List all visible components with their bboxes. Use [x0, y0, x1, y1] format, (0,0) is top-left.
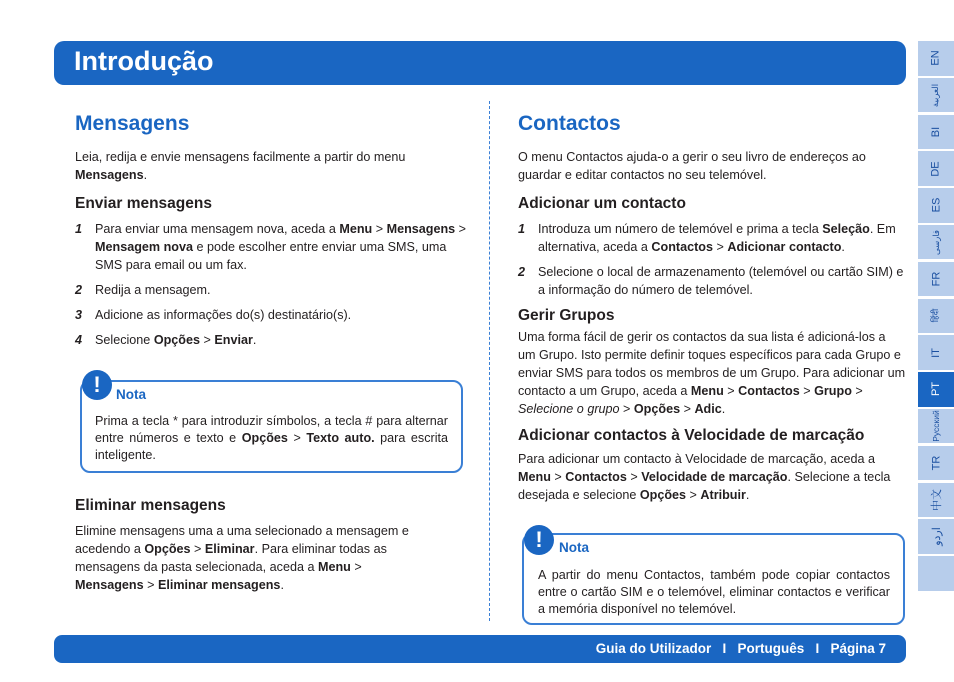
- column-divider: [489, 101, 490, 621]
- bold-term: Opções: [241, 431, 288, 445]
- bold-term: Velocidade de marcação: [641, 470, 788, 484]
- language-tab[interactable]: [918, 556, 954, 591]
- language-tab[interactable]: [918, 372, 954, 407]
- step-item: 2 Selecione o local de armazenamento (telemóvel ou cartão SIM) e a informação do número de telemóvel.: [518, 265, 904, 297]
- bold-term: Menu: [339, 222, 373, 236]
- left-column: [75, 110, 467, 356]
- note-box-contactos: [522, 527, 905, 625]
- bold-term: Opções: [153, 333, 201, 347]
- eliminar-section: [75, 496, 467, 602]
- language-tab[interactable]: [918, 483, 954, 518]
- step-number: 2: [75, 283, 83, 297]
- note-box-mensagens: [80, 372, 463, 473]
- page-title: Introdução: [74, 46, 214, 76]
- step-item: 3 Adicione as informações do(s) destinatário(s).: [75, 308, 352, 322]
- subheading-velocidade: Adicionar contactos à Velocidade de marcação: [518, 427, 865, 444]
- language-tab[interactable]: [918, 78, 954, 113]
- bold-term: Mensagens: [75, 578, 144, 592]
- language-tab-label: ES: [930, 198, 942, 213]
- language-tab-label: DE: [930, 161, 942, 177]
- bold-term: Menu: [690, 384, 724, 398]
- subheading-enviar: Enviar mensagens: [75, 195, 212, 212]
- footer-bar: [54, 635, 906, 663]
- language-tab-label: TR: [929, 455, 942, 471]
- bold-term: Eliminar mensagens: [157, 578, 281, 592]
- send-steps: [75, 220, 467, 349]
- language-tab-label: Русский: [930, 410, 941, 442]
- bold-term: Menu: [317, 560, 351, 574]
- bold-term: Opções: [633, 402, 681, 416]
- note-text: Prima a tecla * para introduzir símbolos, a tecla # para alternar entre números e texto e Opções > Texto auto. para escrita inteligente.: [95, 414, 449, 462]
- bold-term: Opções: [144, 542, 191, 556]
- language-tab[interactable]: [918, 409, 954, 444]
- mensagens-intro: Leia, redija e envie mensagens facilmente a partir do menu Mensagens.: [75, 150, 406, 182]
- italic-term: Selecione o grupo: [518, 402, 620, 416]
- note-title: Nota: [116, 387, 146, 402]
- step-number: 1: [75, 222, 83, 236]
- note-title: Nota: [559, 540, 589, 555]
- language-tab-label: اردو: [930, 527, 943, 546]
- add-steps: [518, 220, 906, 299]
- bold-term: Mensagem nova: [95, 240, 193, 254]
- step-item: 2 Redija a mensagem.: [75, 283, 211, 297]
- title-bar: [54, 41, 906, 85]
- subheading-adicionar: Adicionar um contacto: [518, 195, 686, 212]
- bold-term: Seleção: [822, 222, 870, 236]
- subheading-eliminar: Eliminar mensagens: [75, 497, 226, 514]
- step-number: 3: [75, 308, 83, 322]
- step-item: 1 Introduza um número de telemóvel e prima a tecla Seleção. Em alternativa, aceda a Contactos > Adicionar contacto.: [518, 222, 896, 254]
- bold-term: Contactos: [651, 240, 713, 254]
- language-tab[interactable]: [918, 299, 954, 334]
- bold-term: Adic: [694, 402, 722, 416]
- language-tab-label: PT: [930, 382, 942, 397]
- exclamation-icon: !: [524, 525, 554, 555]
- bold-term: Atribuir: [700, 488, 746, 502]
- section-heading-contactos: Contactos: [518, 112, 621, 135]
- language-tab[interactable]: [918, 519, 954, 554]
- language-tab-label: العربية: [930, 83, 941, 107]
- language-tab[interactable]: [918, 115, 954, 150]
- velocidade-text: Para adicionar um contacto à Velocidade de marcação, aceda a Menu > Contactos > Velocidade de marcação. Selecione a tecla desejada e selecione Opções > Atribuir.: [518, 452, 891, 502]
- right-column: [518, 110, 906, 512]
- note-text: A partir do menu Contactos, também pode copiar contactos entre o cartão SIM e o telemóvel, eliminar contactos e verificar a memória disponível no telemóvel.: [538, 568, 890, 616]
- exclamation-icon: !: [82, 370, 112, 400]
- step-number: 1: [518, 222, 526, 236]
- language-tab[interactable]: [918, 446, 954, 481]
- bold-term: Adicionar contacto: [727, 240, 842, 254]
- language-tab[interactable]: [918, 335, 954, 370]
- section-heading-mensagens: Mensagens: [75, 112, 190, 135]
- language-tab[interactable]: [918, 151, 954, 186]
- bold-term: Opções: [639, 488, 687, 502]
- bold-term: Enviar: [214, 333, 253, 347]
- bold-term: Mensagens: [75, 168, 144, 182]
- language-tab[interactable]: [918, 225, 954, 260]
- subheading-grupos: Gerir Grupos: [518, 307, 615, 324]
- bold-term: Contactos: [738, 384, 800, 398]
- step-item: 1 Para enviar uma mensagem nova, aceda a Menu > Mensagens > Mensagem nova e pode escolher entre enviar uma SMS, uma SMS para email ou um fax.: [75, 222, 467, 272]
- language-tab-label: EN: [930, 50, 942, 66]
- step-item: 4 Selecione Opções > Enviar.: [75, 333, 257, 347]
- language-tabs: [918, 41, 954, 593]
- language-tab-label: BI: [930, 126, 942, 138]
- bold-term: Texto auto.: [306, 431, 375, 445]
- language-tab[interactable]: [918, 188, 954, 223]
- grupos-text: Uma forma fácil de gerir os contactos da sua lista é adicioná-los a um Grupo. Isto permite definir toques específicos para cada Grupo e enviar SMS para todos os membros de um Grupo. Para adicionar um contacto a um Grupo, aceda a Menu > Contactos > Grupo > Selecione o grupo > Opções > Adic.: [518, 330, 906, 416]
- footer-text: Guia do Utilizador I Português I Página 7: [595, 641, 886, 656]
- language-tab[interactable]: [918, 262, 954, 297]
- step-number: 2: [518, 265, 526, 279]
- language-tab-label: हिंदी: [930, 309, 941, 323]
- language-tab-label: FR: [929, 271, 942, 287]
- bold-term: Menu: [518, 470, 551, 484]
- bold-term: Eliminar: [204, 542, 255, 556]
- bold-term: Contactos: [565, 470, 627, 484]
- step-number: 4: [75, 333, 83, 347]
- eliminar-text: Elimine mensagens uma a uma selecionado a mensagem e acedendo a Opções > Eliminar. Para eliminar todas as mensagens da pasta selecionada, aceda a Menu > Mensagens > Eliminar mensagens.: [75, 524, 409, 592]
- bold-term: Grupo: [814, 384, 852, 398]
- language-tab-label: IT: [930, 347, 942, 358]
- language-tab-label: فارسی: [930, 229, 941, 255]
- language-tab[interactable]: [918, 41, 954, 76]
- language-tab-label: 中文: [931, 488, 943, 511]
- bold-term: Mensagens: [386, 222, 456, 236]
- contactos-intro: O menu Contactos ajuda-o a gerir o seu livro de endereços ao guardar e editar contactos no seu telemóvel.: [518, 150, 866, 182]
